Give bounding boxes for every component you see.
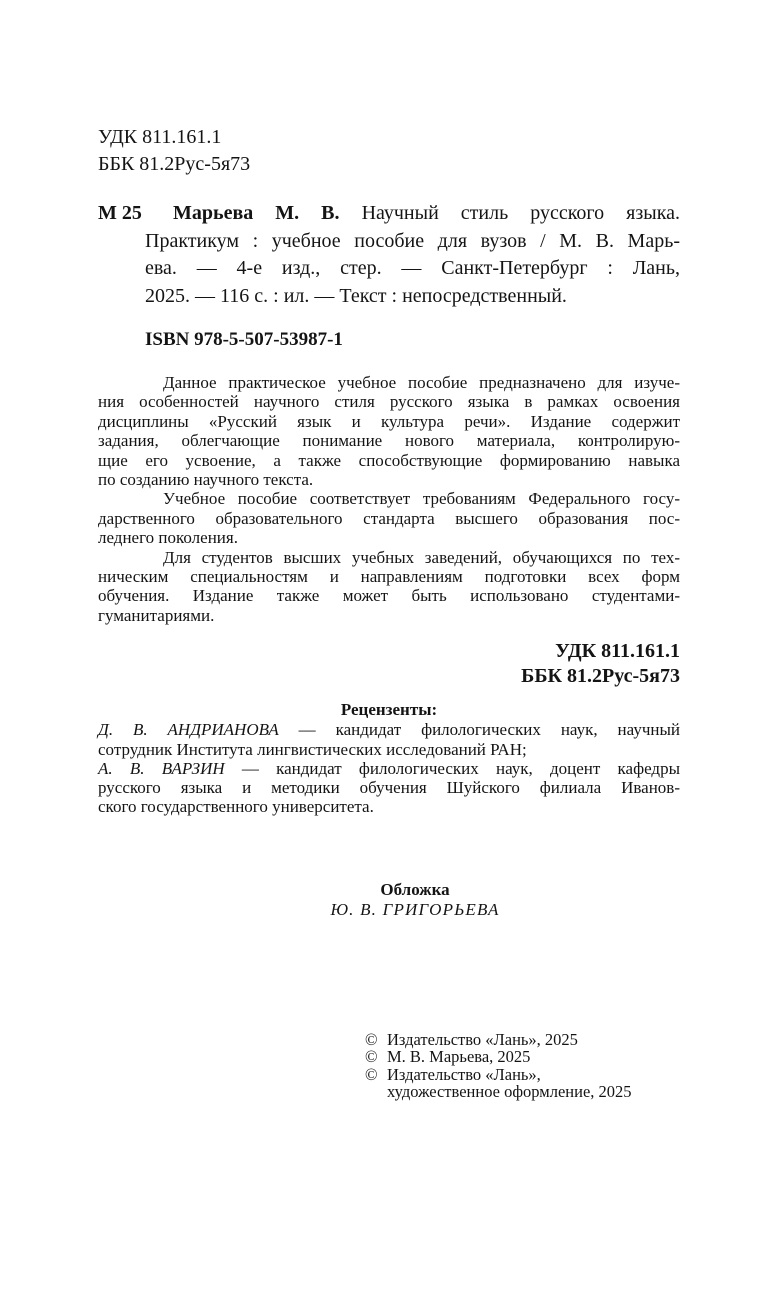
annotation-line: ническим специальностям и направлениям подготовки всех форм <box>98 567 680 587</box>
annotation-line: ния особенностей научного стиля русского языка в рамках освоения <box>98 392 680 412</box>
annotation-line: Для студентов высших учебных заведений, обучающихся по тех- <box>163 547 680 567</box>
annotation-line: Учебное пособие соответствует требованиям Федерального госу- <box>163 489 680 509</box>
reviewer-credentials: — кандидат филологических наук, научный <box>278 720 680 740</box>
classification-codes-right <box>98 639 680 689</box>
catalog-code: М 25 <box>98 202 142 224</box>
copyright-text: М. В. Марьева, 2025 <box>387 1047 531 1067</box>
classification-codes-top <box>98 124 680 178</box>
copyright-text-line: художественное оформление, 2025 <box>387 1081 632 1101</box>
copyright-text-line: Издательство «Лань», <box>387 1064 541 1084</box>
annotation-paragraph-2 <box>98 489 680 547</box>
annotation-paragraph-3 <box>98 548 680 626</box>
bib-line-1 <box>145 200 680 228</box>
reviewers-heading: Рецензенты: <box>340 700 438 720</box>
udk-code-right: УДК 811.161.1 <box>555 640 680 663</box>
reviewer-credentials: — кандидат филологических наук, доцент кафедры <box>224 758 680 778</box>
copyright-icon: © <box>365 1047 378 1067</box>
copyright-icon: © <box>365 1064 378 1084</box>
bbk-code-top: ББК 81.2Рус-5я73 <box>98 153 251 175</box>
copyright-block <box>365 1031 680 1101</box>
copyright-text: Издательство «Лань», 2025 <box>387 1029 578 1049</box>
copyright-item <box>365 1031 680 1048</box>
copyright-item <box>365 1066 680 1101</box>
bib-author: Марьева М. В. <box>173 202 340 224</box>
copyright-item <box>365 1048 680 1065</box>
annotation <box>98 373 680 625</box>
copyright-icon: © <box>365 1029 378 1049</box>
bib-line-4: 2025. — 116 с. : ил. — Текст : непосредственный. <box>145 284 567 307</box>
cover-credit <box>150 880 680 921</box>
reviewer-line: сотрудник Института лингвистических исследований РАН; <box>98 739 527 759</box>
annotation-line: леднего поколения. <box>98 528 238 548</box>
annotation-line: задания, облегчающие понимание нового материала, контролирую- <box>98 431 680 451</box>
copyright-text <box>387 1066 680 1101</box>
bib-line-2: Практикум : учебное пособие для вузов / М. В. Марь- <box>145 229 680 252</box>
annotation-line: дисциплины «Русский язык и культура речи». Издание содержит <box>98 411 680 431</box>
annotation-line: по созданию научного текста. <box>98 470 314 490</box>
udk-code-top: УДК 811.161.1 <box>98 126 222 148</box>
bbk-code-right: ББК 81.2Рус-5я73 <box>521 665 680 688</box>
annotation-line: щие его усвоение, а также способствующие формированию навыка <box>98 450 680 470</box>
cover-designer-name: Ю. В. ГРИГОРЬЕВА <box>330 900 500 920</box>
reviewers-section <box>98 699 680 816</box>
reviewer-line: русского языка и методики обучения Шуйского филиала Иванов- <box>98 778 680 798</box>
reviewer-name: А. В. ВАРЗИН <box>98 758 225 778</box>
reviewer-line: ского государственного университета. <box>98 797 374 817</box>
bibliographic-entry <box>98 200 680 310</box>
reviewer-name: Д. В. АНДРИАНОВА <box>98 720 279 740</box>
cover-label: Обложка <box>380 879 450 899</box>
isbn: ISBN 978-5-507-53987-1 <box>145 329 343 350</box>
annotation-line: Данное практическое учебное пособие предназначено для изуче- <box>163 373 680 392</box>
reviewer-line <box>98 720 680 739</box>
annotation-line: дарственного образовательного стандарта высшего образования пос- <box>98 508 680 528</box>
annotation-line: гуманитариями. <box>98 605 215 625</box>
bib-line-3: ева. — 4-е изд., стер. — Санкт-Петербург : Лань, <box>145 257 680 279</box>
annotation-paragraph-1 <box>98 373 680 489</box>
reviewer-line <box>98 759 680 778</box>
imprint-page <box>0 124 768 1100</box>
annotation-line: обучения. Издание также может быть использовано студентами- <box>98 586 680 606</box>
bib-title: Научный стиль русского языка. <box>361 202 680 224</box>
